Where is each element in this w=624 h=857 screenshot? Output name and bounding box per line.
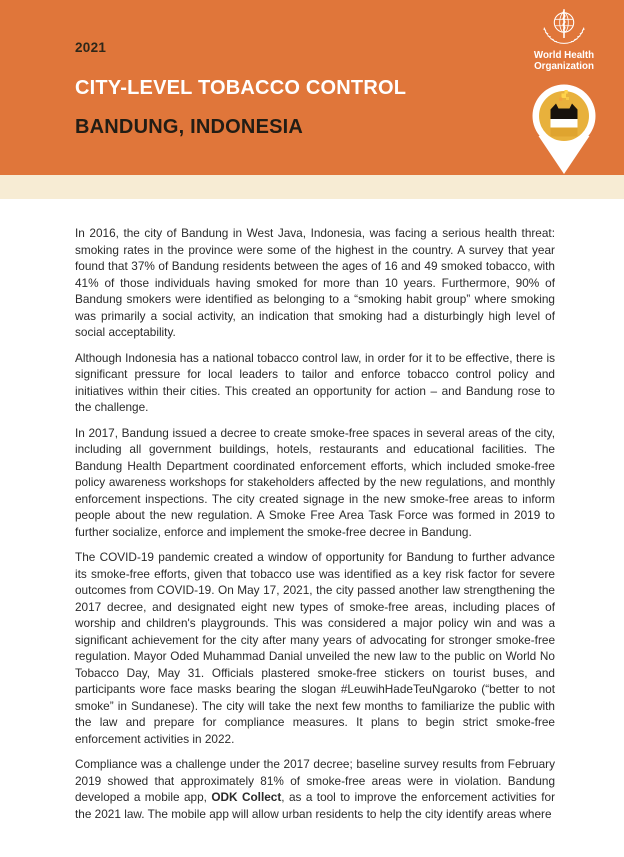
who-wordmark bbox=[534, 51, 594, 72]
who-emblem-icon bbox=[541, 8, 587, 50]
location-pin-icon bbox=[529, 79, 599, 175]
header-text-block bbox=[75, 40, 406, 139]
body-text: The COVID-19 pandemic created a window of opportunity for Bandung to further advance its smoke-free efforts, given that tobacco use was identified as a key risk factor for severe outcomes from COVID-19. On May 17, 2021, the city passed another law strengthening the 2017 decree, and designated eight new types of smoke-free areas, including places of worship and children's playgrounds. This was considered a major policy win and was a significant achievement for the city after many years of advocating for stronger smoke-free regulation. Mayor Oded Muhammad Danial unveiled the new law to the public on World No Tobacco Day, May 31. Officials plastered smoke-free stickers on tourist buses, and participants wore face masks bearing the slogan #LeuwihHadeTeuNgaroko (“better to not smoke” in Sundanese). The city will take the next few months to familiarize the public with the law and prepare for compliance measures. It plans to begin strict smoke-free enforcement activities in 2022. bbox=[75, 550, 555, 746]
body-text: In 2016, the city of Bandung in West Java, Indonesia, was facing a serious health threat: smoking rates in the province were some of the highest in the country. A survey that year found that 37% of Bandung residents between the ages of 16 and 49 smoked tobacco, with 41% of those individuals having smoked for more than 10 years. Furthermore, 90% of Bandung smokers were identified as belonging to a “smoking habit group” where smoking was primarily a social activity, an indication that smoking had a disturbingly high level of social acceptability. bbox=[75, 226, 555, 339]
who-wordmark-line1: World Health bbox=[533, 50, 595, 61]
who-logo bbox=[521, 8, 607, 175]
paragraph bbox=[75, 549, 555, 747]
report-year: 2021 bbox=[75, 40, 107, 55]
body-text: In 2017, Bandung issued a decree to create smoke-free spaces in several areas of the city, including all government buildings, hotels, restaurants and educational facilities. The Bandung Health Department coordinated enforcement efforts, which included smoke-free policy awareness workshops for stakeholders affected by the new regulations, and monthly enforcement inspections. The city created signage in the new smoke-free areas to inform people about the new regulation. A Smoke Free Area Task Force was formed in 2019 to further socialize, enforce and implement the smoke-free decree in Bandung. bbox=[75, 425, 555, 539]
who-wordmark-line2: Organization bbox=[534, 60, 594, 72]
report-header bbox=[0, 0, 624, 175]
bold-text: ODK Collect bbox=[211, 790, 282, 804]
paragraph bbox=[75, 425, 555, 541]
body-text: Compliance was a challenge under the 2017 decree; baseline survey results from February 2019 showed that approximately 81% of smoke-free areas were in violation. Bandung developed a mobile app, bbox=[75, 757, 555, 804]
body-text: Although Indonesia has a national tobacco control law, in order for it to be effective, there is significant pressure for local leaders to tailor and enforce tobacco control policy and initiatives within their cities. This created an opportunity for action – and Bandung rose to the challenge. bbox=[75, 350, 555, 414]
report-title: CITY-LEVEL TOBACCO CONTROL bbox=[75, 77, 407, 99]
accent-band bbox=[0, 175, 624, 199]
paragraph bbox=[75, 350, 555, 416]
paragraph bbox=[75, 225, 555, 341]
report-body bbox=[75, 199, 555, 857]
body-text: , as a tool to improve the enforcement activities for the 2021 law. The mobile app will allow urban residents to help the city identify areas where bbox=[75, 790, 555, 821]
report-subtitle: BANDUNG, INDONESIA bbox=[75, 116, 304, 138]
paragraph bbox=[75, 756, 555, 822]
